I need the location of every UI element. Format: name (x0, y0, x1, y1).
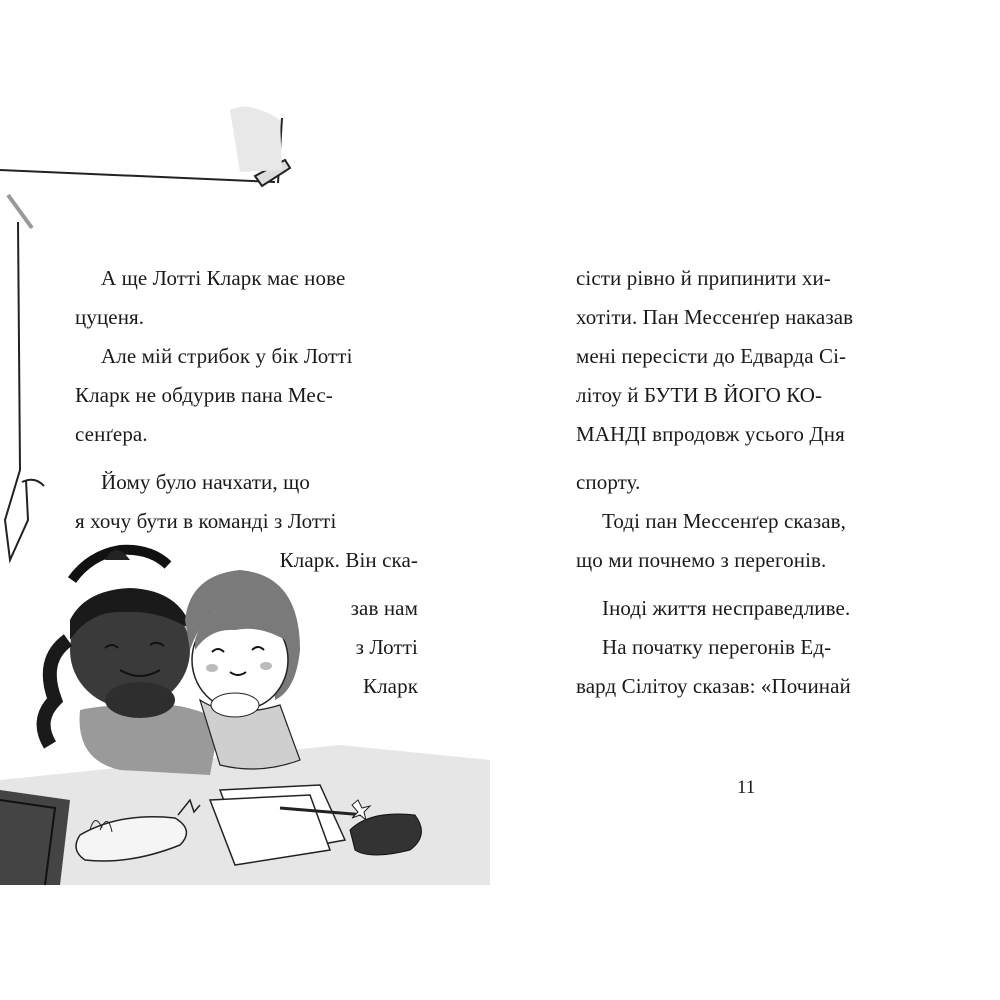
left-page-line-6: Йому було начхати, що (101, 470, 310, 494)
right-page-line-10: На початку перегонів Ед- (602, 635, 832, 659)
left-page-line-1: А ще Лотті Кларк має нове (101, 266, 346, 290)
right-page-line-8: що ми почнемо з перегонів. (576, 548, 827, 572)
right-page-line-2: хотіти. Пан Мессенґер наказав (576, 305, 854, 329)
right-page-line-9: Іноді життя несправедливе. (602, 596, 851, 620)
right-page-line-11: вард Сілітоу сказав: «Починай (576, 674, 851, 698)
left-page-line-7: я хочу бути в команді з Лотті (75, 509, 337, 533)
left-page-line-8: Кларк. Він ска- (279, 548, 418, 572)
poster-shadow (230, 107, 282, 172)
left-page-line-5: сенґера. (75, 422, 148, 446)
left-page-line-9: зав нам (350, 596, 418, 620)
right-page-line-6: спорту. (576, 470, 641, 494)
left-page-line-3: Але мій стрибок у бік Лотті (101, 344, 353, 368)
right-page-line-1: сісти рівно й припинити хи- (576, 266, 831, 290)
page-number: 11 (737, 777, 756, 798)
left-page-line-10: з Лотті (355, 635, 418, 659)
right-page-line-4: літоу й БУТИ В ЙОГО КО- (576, 383, 823, 407)
right-page-line-7: Тоді пан Мессенґер сказав, (602, 509, 847, 533)
right-page-line-3: мені пересісти до Едварда Сі- (576, 344, 847, 368)
right-page-line-5: МАНДІ впродовж усього Дня (576, 422, 845, 446)
left-page-line-11: Кларк (362, 674, 418, 698)
left-page-line-4: Кларк не обдурив пана Мес- (75, 383, 333, 407)
left-page-line-2: цуценя. (75, 305, 145, 329)
